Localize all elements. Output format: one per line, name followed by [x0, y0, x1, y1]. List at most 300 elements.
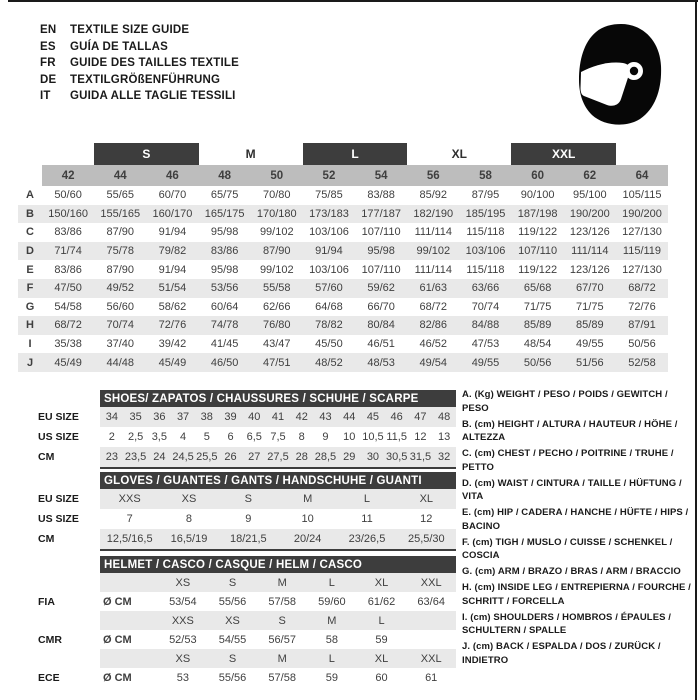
size-value: 25,5/30 [407, 533, 445, 545]
legend-item: D. (cm) WAIST / CINTURA / TAILLE / HÜFTUNG / VITA [462, 477, 682, 502]
measurement-value: 50/56 [628, 338, 656, 351]
measurement-value: 72/76 [628, 300, 656, 313]
measurement-value: 107/110 [518, 245, 558, 258]
measurement-value: 54/58 [54, 300, 82, 313]
legend-item: C. (cm) CHEST / PECHO / POITRINE / TRUHE / PETTO [462, 448, 674, 473]
measurement-value: 68/72 [54, 319, 82, 332]
helmet-size-label: XL [374, 652, 389, 665]
measurement-value: 70/74 [471, 300, 500, 313]
measurement-value: 37/40 [106, 338, 135, 351]
measurement-value: 50/56 [523, 356, 552, 369]
size-value: 3,5 [151, 431, 167, 443]
measurement-value: 87/90 [106, 226, 135, 239]
size-value: 10,5 [362, 431, 384, 443]
measurement-value: 47/51 [263, 356, 291, 369]
measurement-value: 71/75 [523, 300, 552, 313]
top-border-rule [8, 0, 698, 2]
measurement-value: 107/110 [361, 263, 401, 276]
measurement-value: 46/51 [367, 338, 395, 351]
row-label: CM [38, 451, 55, 463]
standard-label-ece: ECE [38, 671, 60, 684]
size-value: 18/21,5 [229, 533, 267, 545]
measurement-value: 182/190 [413, 207, 454, 220]
measurement-value: 99/102 [416, 245, 451, 258]
gloves-section-title: GLOVES / GUANTES / GANTS / HANDSCHUHE / GUANTI [100, 472, 456, 489]
legend-item: B. (cm) HEIGHT / ALTURA / HAUTEUR / HÖHE / ALTEZZA [462, 418, 678, 443]
gloves-section [38, 472, 456, 551]
measurement-value: 173/183 [309, 207, 349, 220]
measurement-row-i [18, 335, 668, 354]
size-value: 11,5 [386, 431, 407, 443]
measurement-value: 160/170 [152, 207, 193, 220]
size-value: 11 [361, 513, 373, 525]
diameter-unit-label: Ø CM [103, 633, 132, 646]
size-value: 27,5 [267, 451, 289, 463]
size-value: 10 [343, 431, 356, 443]
row-letter: C [26, 226, 34, 239]
measurement-value: 48/53 [367, 356, 395, 369]
measurement-value: 55/58 [263, 282, 291, 295]
size-value: 9 [245, 513, 252, 525]
helmet-size-value: 56/57 [268, 633, 296, 646]
measurement-row-b [18, 205, 668, 224]
measurement-value: 91/94 [158, 226, 187, 239]
size-value: 4 [180, 431, 187, 443]
size-value: 2 [108, 431, 115, 443]
measurement-value: 59/62 [367, 282, 395, 295]
measurement-value: 44/48 [106, 356, 135, 369]
measurement-value: 190/200 [569, 207, 610, 220]
row-label: EU SIZE [38, 493, 79, 505]
size-value: 8 [185, 513, 193, 525]
size-column-header: 46 [146, 165, 198, 186]
language-title-list [40, 22, 239, 105]
size-value: 27 [248, 451, 261, 463]
size-value: S [244, 493, 252, 505]
row-letter: F [26, 282, 34, 295]
size-value: L [363, 493, 371, 505]
row-letter: J [26, 356, 34, 369]
measurement-value: 87/91 [628, 319, 656, 332]
measurement-value: 61/63 [419, 282, 448, 295]
helmet-table [100, 573, 456, 687]
row-letter: D [26, 245, 34, 258]
standard-label-fia: FIA [38, 595, 55, 608]
language-title: TEXTILGRÖßENFÜHRUNG [70, 73, 221, 86]
measurement-value: 111/114 [414, 263, 452, 276]
measurement-row-a [18, 186, 668, 205]
measurement-value: 83/86 [54, 226, 82, 239]
language-title: GUIDA ALLE TAGLIE TESSILI [70, 90, 236, 102]
size-value: 13 [438, 431, 451, 443]
measurement-value: 85/92 [419, 189, 448, 202]
measurement-value: 90/100 [520, 189, 555, 202]
size-band-m: M [245, 147, 256, 161]
size-value: 24,5 [172, 451, 194, 463]
measurement-value: 111/114 [414, 226, 452, 239]
size-value: 36 [153, 411, 166, 423]
measurement-value: 80/84 [367, 319, 395, 332]
helmet-value-row-cmr [100, 630, 456, 649]
measurement-value: 41/45 [210, 338, 239, 351]
size-row [100, 447, 456, 467]
measurement-value: 83/88 [367, 189, 395, 202]
size-column-header: 52 [303, 165, 355, 186]
size-band-row [18, 143, 668, 165]
helmet-size-label: XS [175, 576, 191, 589]
language-row [40, 39, 239, 56]
language-row [40, 72, 239, 89]
row-letter: H [26, 319, 34, 332]
helmet-size-value: 54/55 [218, 633, 247, 646]
measurement-row-d [18, 242, 668, 261]
measurement-value: 71/75 [576, 300, 604, 313]
measurement-value: 60/64 [210, 300, 239, 313]
legend-item: G. (cm) ARM / BRAZO / BRAS / ARM / BRACCIO [462, 566, 681, 577]
size-value: 40 [248, 411, 261, 423]
measurement-value: 46/50 [210, 356, 239, 369]
measurement-value: 82/86 [419, 319, 448, 332]
size-value: 28,5 [314, 451, 337, 463]
label-spacer [38, 472, 100, 489]
size-value: 23/26,5 [348, 533, 386, 545]
diameter-unit-label: Ø CM [103, 671, 132, 684]
legend-item: I. (cm) SHOULDERS / HOMBROS / ÉPAULES / SCHULTERN / SPALLE [462, 611, 672, 636]
measurement-value: 65/75 [210, 189, 239, 202]
measurement-value: 62/66 [263, 300, 291, 313]
measurement-value: 105/115 [622, 189, 662, 202]
measurement-value: 56/60 [106, 300, 135, 313]
measurement-value: 185/195 [465, 207, 506, 220]
measurement-value: 49/55 [471, 356, 500, 369]
measurement-value: 53/56 [210, 282, 239, 295]
helmet-size-value: 55/56 [218, 595, 247, 608]
helmet-size-label: S [278, 614, 286, 627]
size-value: XS [181, 493, 197, 505]
size-column-header: 44 [94, 165, 146, 186]
helmet-size-label: S [228, 576, 237, 589]
measurement-value: 49/55 [576, 338, 604, 351]
size-value: 46 [390, 411, 403, 423]
legend-item: E. (cm) HIP / CADERA / HANCHE / HÜFTE / HIPS / BACINO [462, 507, 689, 532]
measurement-value: 47/53 [471, 338, 500, 351]
language-code: FR [40, 57, 56, 69]
size-value: 38 [200, 411, 213, 423]
size-column-header: 48 [199, 165, 251, 186]
size-value: 16,5/19 [170, 533, 208, 545]
size-value: 34 [105, 411, 118, 423]
shoes-row-labels [38, 390, 100, 469]
measurement-row-j [18, 353, 668, 372]
measurement-value: 115/119 [622, 245, 662, 258]
language-code: EN [40, 24, 57, 36]
language-title: GUIDE DES TAILLES TEXTILE [70, 57, 239, 69]
size-column-header: 62 [564, 165, 616, 186]
helmet-section [38, 556, 456, 687]
helmet-size-label: XXS [171, 614, 194, 627]
measurement-value: 83/86 [210, 245, 239, 258]
measurement-value: 78/82 [315, 319, 343, 332]
measurement-value: 43/47 [263, 338, 291, 351]
helmet-size-label: M [277, 576, 287, 589]
size-row [100, 489, 456, 509]
size-band-s: S [94, 143, 198, 165]
measurement-value: 123/126 [569, 226, 610, 239]
measurement-value: 74/78 [210, 319, 239, 332]
language-code: ES [40, 40, 56, 53]
measurement-value: 95/100 [572, 189, 607, 202]
measurement-value: 68/72 [419, 300, 448, 313]
measurement-value: 45/50 [315, 338, 343, 351]
gloves-row-labels [38, 472, 100, 551]
language-code: DE [40, 73, 57, 86]
size-value: XXS [118, 493, 141, 505]
size-value: 5 [203, 431, 210, 443]
helmet-value-row-fia [100, 592, 456, 611]
measurement-value: 67/70 [576, 282, 604, 295]
row-letter: E [26, 263, 34, 276]
helmet-section-title: HELMET / CASCO / CASQUE / HELM / CASCO [100, 556, 456, 573]
measurement-value: 46/52 [419, 338, 448, 351]
shoes-table [100, 407, 456, 469]
measurement-value: 50/60 [54, 189, 82, 202]
measurement-value: 115/118 [466, 263, 505, 276]
size-column-header: 54 [355, 165, 407, 186]
size-value: 30,5 [385, 451, 408, 463]
size-value: 24 [153, 451, 166, 463]
measurement-row-f [18, 279, 668, 298]
measurement-value: 119/122 [518, 226, 558, 239]
measurement-value: 48/52 [315, 356, 343, 369]
measurement-value: 103/106 [309, 263, 349, 276]
size-value: 7 [126, 513, 133, 525]
helmet-size-value: 61/62 [367, 595, 396, 608]
size-row [100, 509, 456, 529]
size-row [100, 427, 456, 447]
row-label: CM [38, 533, 55, 545]
measurement-value: 127/130 [622, 263, 662, 276]
size-value: 6,5 [246, 431, 262, 443]
size-row [100, 407, 456, 427]
label-spacer [38, 649, 100, 668]
size-column-header: 64 [616, 165, 668, 186]
measurement-value: 55/65 [106, 189, 135, 202]
measurement-value: 85/89 [576, 319, 604, 332]
measurement-value: 76/80 [263, 319, 291, 332]
label-spacer [38, 390, 100, 407]
helmet-size-value: 59/60 [318, 595, 346, 608]
measurement-value: 190/200 [622, 207, 662, 220]
measurement-value: 165/175 [204, 207, 245, 220]
helmet-size-label: XL [374, 576, 389, 589]
helmet-size-value: 57/58 [268, 595, 296, 608]
measurement-value: 95/98 [210, 263, 239, 276]
shoes-section-title: SHOES/ ZAPATOS / CHAUSSURES / SCHUHE / SCARPE [100, 390, 456, 407]
shoes-section [38, 390, 456, 469]
row-letter: A [26, 189, 34, 202]
size-value: 39 [224, 411, 237, 423]
language-row [40, 22, 239, 39]
helmet-size-label: L [328, 652, 335, 665]
helmet-size-value: 57/58 [268, 671, 296, 684]
band-spacer [42, 143, 94, 165]
header-letter-spacer [18, 165, 42, 186]
measurement-value: 72/76 [158, 319, 187, 332]
row-letter: B [26, 207, 34, 220]
language-title: GUÍA DE TALLAS [70, 40, 168, 53]
measurement-value: 70/74 [106, 319, 135, 332]
measurement-value: 35/38 [54, 338, 82, 351]
measurement-row-c [18, 223, 668, 242]
helmet-size-value: 53/54 [169, 595, 197, 608]
legend-item: A. (Kg) WEIGHT / PESO / POIDS / GEWITCH / PESO [462, 389, 668, 414]
helmet-size-label: M [277, 652, 287, 665]
standard-label-cmr: CMR [38, 633, 62, 646]
size-value: 35 [129, 411, 142, 423]
diameter-unit-label: Ø CM [103, 595, 132, 608]
helmet-row-labels [38, 556, 100, 687]
legend-item: H. (cm) INSIDE LEG / ENTREPIERNA / FOURCHE / SCHRITT / FORCELLA [462, 582, 691, 607]
measurement-value: 66/70 [367, 300, 395, 313]
size-value: 2,5 [127, 431, 144, 443]
helmet-size-value: 61 [425, 671, 438, 684]
size-column-header: 58 [459, 165, 511, 186]
helmet-size-label: S [228, 652, 237, 665]
measurement-value: 87/90 [263, 245, 291, 258]
measurement-value: 64/68 [315, 300, 343, 313]
row-letter: G [25, 300, 35, 313]
helmet-size-value: 59 [325, 671, 338, 684]
size-column-header: 60 [512, 165, 564, 186]
helmet-value-row-ece [100, 668, 456, 687]
size-value: 6 [227, 431, 234, 443]
label-spacer [38, 611, 100, 630]
helmet-size-label: XXL [420, 652, 442, 665]
helmet-size-value: 52/53 [169, 633, 197, 646]
helmet-size-label: XS [175, 652, 191, 665]
measurement-value: 51/56 [576, 356, 604, 369]
helmet-size-label: L [378, 614, 385, 627]
measurement-value: 57/60 [315, 282, 343, 295]
measurement-value: 63/66 [471, 282, 500, 295]
size-value: 45 [366, 411, 380, 423]
size-column-header: 56 [407, 165, 459, 186]
size-value: 28 [295, 451, 308, 463]
measurement-value: 83/86 [54, 263, 82, 276]
helmet-size-header-row [100, 573, 456, 592]
helmet-size-value: 53 [176, 671, 189, 684]
measurement-value: 45/49 [54, 356, 82, 369]
helmet-size-value: 63/64 [417, 595, 445, 608]
size-band-xxl: XXL [511, 143, 615, 165]
size-value: M [303, 493, 313, 505]
measurement-row-h [18, 316, 668, 335]
measurement-value: 111/114 [571, 245, 609, 258]
measurement-value: 95/98 [210, 226, 239, 239]
measurement-value: 51/54 [158, 282, 187, 295]
language-title: TEXTILE SIZE GUIDE [70, 24, 190, 36]
size-value: 12 [420, 513, 433, 525]
measurement-value: 87/95 [471, 189, 500, 202]
measurement-value: 84/88 [471, 319, 500, 332]
size-value: XL [419, 493, 434, 505]
measurement-value: 103/106 [465, 245, 506, 258]
measurement-value: 87/90 [106, 263, 135, 276]
measurement-value: 47/50 [54, 282, 82, 295]
row-label: US SIZE [38, 513, 79, 525]
helmet-size-value: 60 [375, 671, 388, 684]
size-value: 20/24 [293, 533, 322, 545]
measurement-value: 58/62 [158, 300, 187, 313]
measurement-value: 150/160 [48, 207, 88, 220]
measurement-value: 75/78 [106, 245, 135, 258]
measurement-legend [462, 388, 694, 670]
measurement-row-g [18, 298, 668, 317]
row-label: EU SIZE [38, 411, 79, 423]
size-value: 42 [295, 411, 308, 423]
size-value: 12,5/16,5 [106, 533, 153, 545]
helmet-size-value: 58 [325, 633, 338, 646]
legend-item: F. (cm) TIGH / MUSLO / CUISSE / SCHENKEL / COSCIA [462, 536, 673, 561]
size-value: 41 [271, 411, 285, 423]
size-value: 10 [301, 513, 314, 525]
measurement-value: 127/130 [622, 226, 662, 239]
helmet-size-header-row [100, 611, 456, 630]
size-value: 8 [298, 431, 305, 443]
size-value: 12 [414, 431, 427, 443]
size-value: 32 [438, 451, 451, 463]
helmet-icon [574, 22, 664, 126]
size-number-header-row [18, 165, 668, 186]
helmet-size-label: XS [225, 614, 240, 627]
size-value: 30 [366, 451, 380, 463]
textile-size-table [18, 143, 668, 372]
measurement-row-e [18, 260, 668, 279]
language-row [40, 88, 239, 105]
size-band-xl: XL [451, 147, 467, 161]
measurement-value: 49/52 [106, 282, 135, 295]
helmet-size-label: L [328, 576, 335, 589]
measurement-value: 155/165 [100, 207, 141, 220]
size-value: 48 [438, 411, 451, 423]
measurement-value: 91/94 [158, 263, 187, 276]
helmet-size-label: M [327, 614, 337, 627]
size-value: 9 [322, 431, 329, 443]
band-spacer [616, 143, 668, 165]
legend-item: J. (cm) BACK / ESPALDA / DOS / ZURÜCK / INDIETRO [462, 641, 661, 666]
size-value: 23 [105, 451, 118, 463]
size-value: 25,5 [196, 451, 218, 463]
size-band-l: L [303, 143, 407, 165]
measurement-value: 91/94 [315, 245, 343, 258]
right-border-rule [695, 0, 697, 700]
size-value: 23,5 [124, 451, 147, 463]
measurement-value: 45/49 [158, 356, 187, 369]
measurement-value: 99/102 [259, 263, 294, 276]
measurement-value: 115/118 [466, 226, 505, 239]
measurement-value: 119/122 [518, 263, 558, 276]
measurement-value: 52/58 [628, 356, 656, 369]
helmet-size-value: 55/56 [218, 671, 247, 684]
measurement-value: 170/180 [256, 207, 297, 220]
row-label: US SIZE [38, 431, 79, 443]
measurement-value: 187/198 [517, 207, 558, 220]
measurement-value: 75/85 [315, 189, 343, 202]
size-value: 37 [176, 411, 190, 423]
measurement-value: 48/54 [523, 338, 552, 351]
size-row [100, 529, 456, 549]
measurement-value: 99/102 [259, 226, 294, 239]
